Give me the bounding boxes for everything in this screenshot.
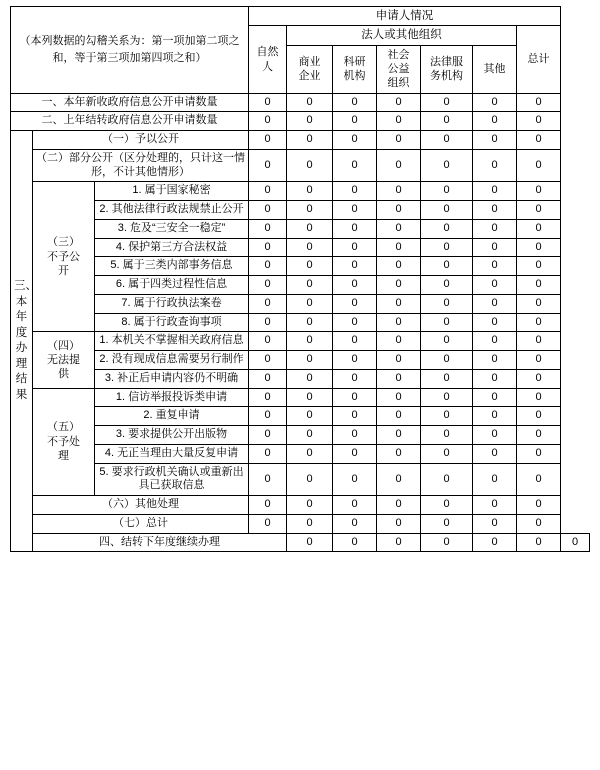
cell-value: 0: [333, 533, 377, 552]
cell-value: 0: [473, 463, 517, 496]
header-col-research: 科研 机构: [333, 45, 377, 93]
cell-value: 0: [517, 514, 561, 533]
note-cell: （本列数据的勾稽关系为：第一项加第二项之和，等于第三项加第四项之和）: [11, 7, 249, 94]
cell-value: 0: [249, 219, 287, 238]
table-row: [11, 112, 590, 131]
table-row: [11, 426, 590, 445]
cell-value: 0: [333, 201, 377, 220]
cell-value: 0: [333, 276, 377, 295]
cell-value: 0: [333, 238, 377, 257]
cell-value: 0: [287, 313, 333, 332]
cell-value: 0: [333, 112, 377, 131]
cell-value: 0: [421, 93, 473, 112]
cell-value: 0: [473, 444, 517, 463]
government-info-disclosure-table: [10, 6, 590, 552]
cell-value: 0: [287, 294, 333, 313]
cell-value: 0: [249, 496, 287, 515]
cell-value: 0: [517, 496, 561, 515]
cell-value: 0: [517, 407, 561, 426]
item-label: 2. 重复申请: [95, 407, 249, 426]
table-row: [11, 514, 590, 533]
cell-value: 0: [377, 496, 421, 515]
table-row: [11, 496, 590, 515]
item-label: 6. 属于四类过程性信息: [95, 276, 249, 295]
item-label: 1. 信访举报投诉类申请: [95, 388, 249, 407]
cell-value: 0: [377, 463, 421, 496]
table-row: [11, 294, 590, 313]
cell-value: 0: [333, 219, 377, 238]
header-natural-person: 自然人: [249, 26, 287, 93]
cell-value: 0: [377, 313, 421, 332]
cell-value: 0: [561, 533, 590, 552]
group-label-subtotal: （七）总计: [33, 514, 249, 533]
cell-value: 0: [287, 426, 333, 445]
cell-value: 0: [421, 182, 473, 201]
cell-value: 0: [421, 444, 473, 463]
cell-value: 0: [473, 496, 517, 515]
cell-value: 0: [249, 388, 287, 407]
cell-value: 0: [287, 112, 333, 131]
table-row: [11, 444, 590, 463]
cell-value: 0: [249, 369, 287, 388]
cell-value: 0: [249, 407, 287, 426]
cell-value: 0: [377, 149, 421, 182]
cell-value: 0: [249, 238, 287, 257]
cell-value: 0: [249, 182, 287, 201]
cell-value: 0: [333, 351, 377, 370]
cell-value: 0: [377, 219, 421, 238]
cell-value: 0: [473, 533, 517, 552]
cell-value: 0: [249, 201, 287, 220]
cell-value: 0: [377, 444, 421, 463]
cell-value: 0: [377, 533, 421, 552]
cell-value: 0: [473, 276, 517, 295]
cell-value: 0: [287, 514, 333, 533]
cell-value: 0: [421, 426, 473, 445]
cell-value: 0: [517, 201, 561, 220]
cell-value: 0: [421, 276, 473, 295]
cell-value: 0: [377, 388, 421, 407]
cell-value: 0: [517, 533, 561, 552]
cell-value: 0: [421, 533, 473, 552]
cell-value: 0: [421, 257, 473, 276]
table-row: [11, 313, 590, 332]
cell-value: 0: [287, 182, 333, 201]
cell-value: 0: [517, 426, 561, 445]
cell-value: 0: [377, 426, 421, 445]
cell-value: 0: [287, 407, 333, 426]
cell-value: 0: [377, 112, 421, 131]
table-row: [11, 131, 590, 150]
cell-value: 0: [421, 407, 473, 426]
cell-value: 0: [377, 407, 421, 426]
cell-value: 0: [287, 444, 333, 463]
cell-value: 0: [517, 463, 561, 496]
table-row: [11, 238, 590, 257]
group-label-not-processed: （五） 不予处 理: [33, 388, 95, 496]
cell-value: 0: [377, 369, 421, 388]
cell-value: 0: [287, 496, 333, 515]
cell-value: 0: [421, 294, 473, 313]
cell-value: 0: [473, 313, 517, 332]
cell-value: 0: [333, 332, 377, 351]
cell-value: 0: [333, 426, 377, 445]
cell-value: 0: [421, 201, 473, 220]
cell-value: 0: [287, 238, 333, 257]
cell-value: 0: [517, 149, 561, 182]
section-label-annual-results: 三、 本 年 度 办 理 结 果: [11, 131, 33, 552]
header-col-commercial: 商业 企业: [287, 45, 333, 93]
cell-value: 0: [473, 257, 517, 276]
cell-value: 0: [473, 332, 517, 351]
cell-value: 0: [473, 369, 517, 388]
cell-value: 0: [377, 182, 421, 201]
row-label-new-applications: 一、本年新收政府信息公开申请数量: [11, 93, 249, 112]
cell-value: 0: [333, 131, 377, 150]
cell-value: 0: [249, 313, 287, 332]
cell-value: 0: [421, 496, 473, 515]
cell-value: 0: [473, 351, 517, 370]
cell-value: 0: [249, 332, 287, 351]
cell-value: 0: [517, 351, 561, 370]
cell-value: 0: [333, 514, 377, 533]
cell-value: 0: [333, 93, 377, 112]
table-row: [11, 182, 590, 201]
table-row: [11, 463, 590, 496]
cell-value: 0: [287, 388, 333, 407]
cell-value: 0: [249, 426, 287, 445]
group-label-disclosed: （一）予以公开: [33, 131, 249, 150]
cell-value: 0: [421, 112, 473, 131]
cell-value: 0: [333, 294, 377, 313]
item-label: 3. 要求提供公开出版物: [95, 426, 249, 445]
cell-value: 0: [377, 131, 421, 150]
table-row: [11, 257, 590, 276]
table-row: [11, 201, 590, 220]
table-row: [11, 149, 590, 182]
cell-value: 0: [473, 238, 517, 257]
cell-value: 0: [249, 276, 287, 295]
cell-value: 0: [473, 388, 517, 407]
cell-value: 0: [517, 444, 561, 463]
header-col-legal-service: 法律服 务机构: [421, 45, 473, 93]
cell-value: 0: [287, 276, 333, 295]
cell-value: 0: [473, 182, 517, 201]
cell-value: 0: [249, 131, 287, 150]
cell-value: 0: [333, 369, 377, 388]
cell-value: 0: [473, 426, 517, 445]
row-label-carryover-next-year: 四、结转下年度继续办理: [33, 533, 287, 552]
cell-value: 0: [473, 219, 517, 238]
item-label: 5. 属于三类内部事务信息: [95, 257, 249, 276]
item-label: 7. 属于行政执法案卷: [95, 294, 249, 313]
header-legal-entity-group: 法人或其他组织: [287, 26, 517, 45]
cell-value: 0: [421, 131, 473, 150]
cell-value: 0: [517, 238, 561, 257]
cell-value: 0: [249, 463, 287, 496]
cell-value: 0: [249, 444, 287, 463]
cell-value: 0: [333, 407, 377, 426]
cell-value: 0: [517, 182, 561, 201]
cell-value: 0: [333, 388, 377, 407]
item-label: 4. 保护第三方合法权益: [95, 238, 249, 257]
table-row: [11, 407, 590, 426]
cell-value: 0: [421, 313, 473, 332]
cell-value: 0: [473, 149, 517, 182]
cell-value: 0: [287, 131, 333, 150]
cell-value: 0: [287, 257, 333, 276]
header-row-applicant: [11, 7, 590, 26]
table-row: [11, 332, 590, 351]
cell-value: 0: [377, 238, 421, 257]
cell-value: 0: [249, 93, 287, 112]
cell-value: 0: [517, 257, 561, 276]
cell-value: 0: [421, 463, 473, 496]
cell-value: 0: [333, 496, 377, 515]
cell-value: 0: [421, 388, 473, 407]
group-label-partially-disclosed: （二）部分公开（区分处理的，只计这一情形，不计其他情形）: [33, 149, 249, 182]
cell-value: 0: [473, 201, 517, 220]
group-label-unable-to-provide: （四） 无法提 供: [33, 332, 95, 388]
cell-value: 0: [333, 444, 377, 463]
cell-value: 0: [517, 219, 561, 238]
item-label: 3. 补正后申请内容仍不明确: [95, 369, 249, 388]
cell-value: 0: [287, 351, 333, 370]
cell-value: 0: [473, 93, 517, 112]
cell-value: 0: [249, 351, 287, 370]
item-label: 5. 要求行政机关确认或重新出具已获取信息: [95, 463, 249, 496]
cell-value: 0: [377, 294, 421, 313]
cell-value: 0: [249, 294, 287, 313]
cell-value: 0: [517, 332, 561, 351]
header-col-public-welfare: 社会 公益 组织: [377, 45, 421, 93]
cell-value: 0: [287, 93, 333, 112]
item-label: 4. 无正当理由大量反复申请: [95, 444, 249, 463]
table-row: [11, 351, 590, 370]
cell-value: 0: [421, 219, 473, 238]
cell-value: 0: [377, 514, 421, 533]
cell-value: 0: [287, 332, 333, 351]
item-label: 1. 本机关不掌握相关政府信息: [95, 332, 249, 351]
table-row: [11, 369, 590, 388]
item-label: 2. 其他法律行政法规禁止公开: [95, 201, 249, 220]
cell-value: 0: [377, 351, 421, 370]
item-label: 2. 没有现成信息需要另行制作: [95, 351, 249, 370]
cell-value: 0: [473, 514, 517, 533]
item-label: 8. 属于行政查询事项: [95, 313, 249, 332]
cell-value: 0: [287, 201, 333, 220]
cell-value: 0: [287, 149, 333, 182]
cell-value: 0: [287, 369, 333, 388]
cell-value: 0: [287, 463, 333, 496]
table-row: [11, 93, 590, 112]
table-row: [11, 388, 590, 407]
cell-value: 0: [249, 257, 287, 276]
cell-value: 0: [421, 332, 473, 351]
cell-value: 0: [473, 294, 517, 313]
table-row: [11, 276, 590, 295]
table-row: [11, 219, 590, 238]
cell-value: 0: [517, 388, 561, 407]
header-applicant-situation: 申请人情况: [249, 7, 561, 26]
cell-value: 0: [517, 294, 561, 313]
cell-value: 0: [517, 131, 561, 150]
cell-value: 0: [333, 257, 377, 276]
cell-value: 0: [421, 149, 473, 182]
cell-value: 0: [333, 149, 377, 182]
cell-value: 0: [421, 351, 473, 370]
cell-value: 0: [377, 276, 421, 295]
cell-value: 0: [333, 463, 377, 496]
cell-value: 0: [249, 112, 287, 131]
cell-value: 0: [473, 407, 517, 426]
cell-value: 0: [377, 257, 421, 276]
cell-value: 0: [473, 131, 517, 150]
group-label-not-disclosed: （三） 不予公 开: [33, 182, 95, 332]
cell-value: 0: [421, 238, 473, 257]
cell-value: 0: [333, 313, 377, 332]
cell-value: 0: [473, 112, 517, 131]
cell-value: 0: [377, 201, 421, 220]
cell-value: 0: [517, 369, 561, 388]
cell-value: 0: [377, 93, 421, 112]
group-label-other-handling: （六）其他处理: [33, 496, 249, 515]
cell-value: 0: [249, 514, 287, 533]
cell-value: 0: [517, 276, 561, 295]
table-row: [11, 533, 590, 552]
cell-value: 0: [287, 219, 333, 238]
header-total: 总计: [517, 26, 561, 93]
cell-value: 0: [333, 182, 377, 201]
cell-value: 0: [377, 332, 421, 351]
cell-value: 0: [421, 369, 473, 388]
header-col-other: 其他: [473, 45, 517, 93]
item-label: 3. 危及“三安全一稳定”: [95, 219, 249, 238]
cell-value: 0: [517, 313, 561, 332]
cell-value: 0: [249, 149, 287, 182]
cell-value: 0: [287, 533, 333, 552]
cell-value: 0: [517, 93, 561, 112]
item-label: 1. 属于国家秘密: [95, 182, 249, 201]
cell-value: 0: [517, 112, 561, 131]
cell-value: 0: [421, 514, 473, 533]
row-label-carryover-applications: 二、上年结转政府信息公开申请数量: [11, 112, 249, 131]
